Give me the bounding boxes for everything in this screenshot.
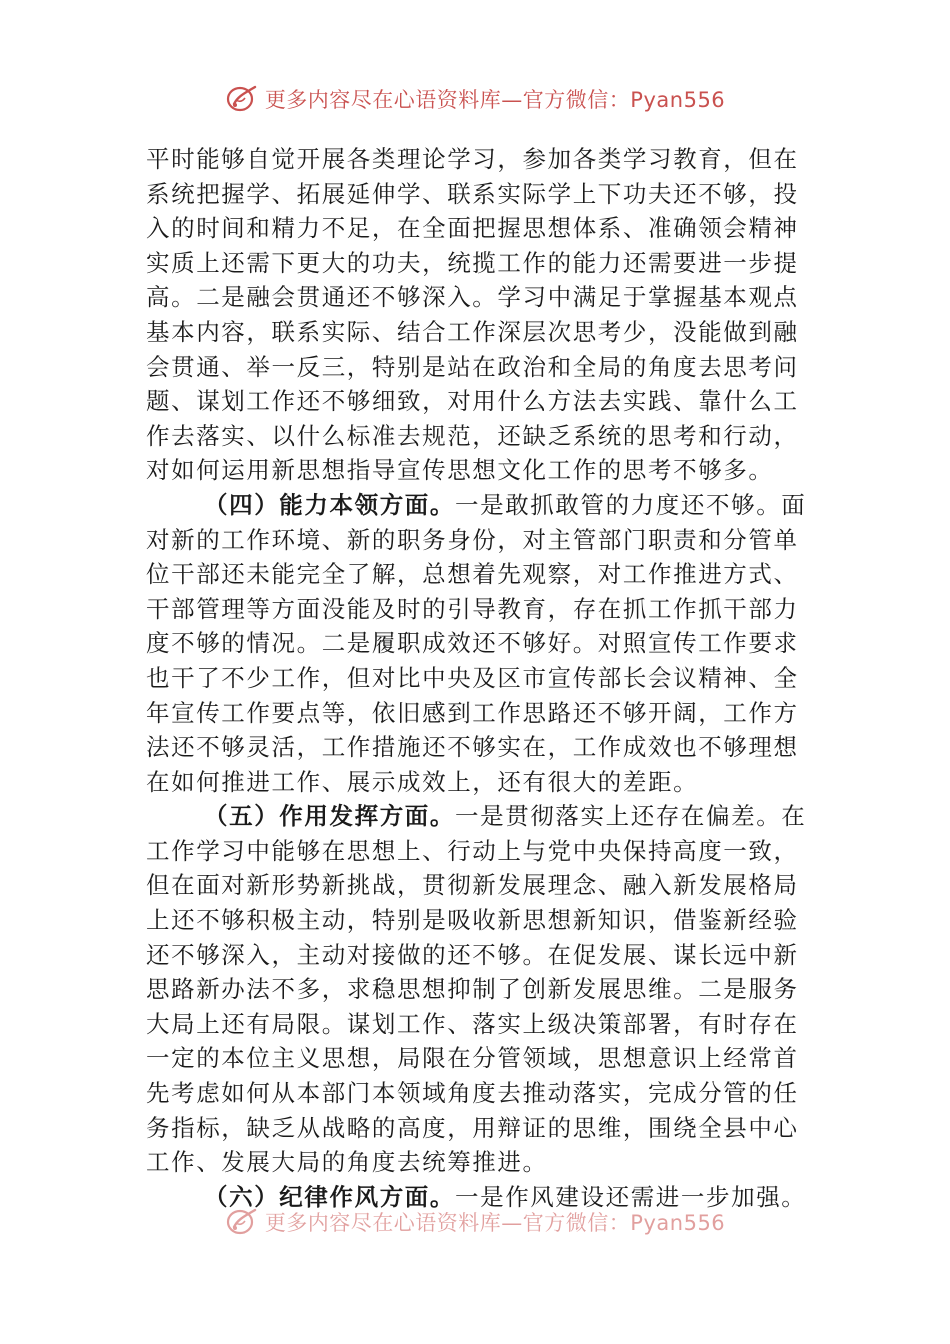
line-text: 对如何运用新思想指导宣传思想文化工作的思考不够多。 — [146, 456, 774, 485]
text-line — [146, 453, 809, 488]
section-heading: （五）作用发挥方面。 — [204, 802, 455, 831]
line-text: 系统把握学、拓展延伸学、联系实际学上下功夫还不够，投 — [146, 179, 799, 208]
text-line — [146, 246, 809, 281]
line-text: 入的时间和精力不足，在全面把握思想体系、准确领会精神 — [146, 214, 799, 243]
section-heading: （六）纪律作风方面。 — [204, 1182, 455, 1211]
line-text: 思路新办法不多，求稳思想抑制了创新发展思维。二是服务 — [146, 975, 799, 1004]
line-text: 工作、发展大局的角度去统筹推进。 — [146, 1148, 548, 1177]
text-line — [146, 488, 809, 523]
line-text: 也干了不少工作，但对比中央及区市宣传部长会议精神、全 — [146, 663, 799, 692]
line-text: 基本内容，联系实际、结合工作深层次思考少，没能做到融 — [146, 317, 799, 346]
text-line — [146, 903, 809, 938]
line-text: 作去落实、以什么标准去规范，还缺乏系统的思考和行动， — [146, 421, 799, 450]
section-heading: （四）能力本领方面。 — [204, 490, 455, 519]
text-line — [146, 592, 809, 627]
header-watermark — [0, 84, 950, 114]
line-text: 先考虑如何从本部门本领域角度去推动落实，完成分管的任 — [146, 1079, 799, 1108]
line-text: 还不够深入，主动对接做的还不够。在促发展、谋长远中新 — [146, 940, 799, 969]
text-line — [146, 696, 809, 731]
line-text: 高。二是融会贯通还不够深入。学习中满足于掌握基本观点 — [146, 283, 799, 312]
text-line — [146, 1007, 809, 1042]
line-text: 在如何推进工作、展示成效上，还有很大的差距。 — [146, 767, 699, 796]
text-line — [146, 211, 809, 246]
line-text: 但在面对新形势新挑战，贯彻新发展理念、融入新发展格局 — [146, 871, 799, 900]
line-text: 实质上还需下更大的功夫，统揽工作的能力还需要进一步提 — [146, 248, 799, 277]
line-text: 题、谋划工作还不够细致，对用什么方法去实践、靠什么工 — [146, 387, 799, 416]
line-text: 务指标，缺乏从战略的高度，用辩证的思维，围绕全县中心 — [146, 1113, 799, 1142]
pen-logo-icon — [225, 1207, 259, 1237]
text-line — [146, 1041, 809, 1076]
line-text: 一是作风建设还需进一步加强。 — [455, 1182, 807, 1211]
text-line — [146, 557, 809, 592]
line-text: 年宣传工作要点等，依旧感到工作思路还不够开阔，工作方 — [146, 698, 799, 727]
text-line — [146, 1076, 809, 1111]
text-line — [146, 523, 809, 558]
line-text: 度不够的情况。二是履职成效还不够好。对照宣传工作要求 — [146, 629, 799, 658]
text-line — [146, 834, 809, 869]
line-text: 一定的本位主义思想，局限在分管领域，思想意识上经常首 — [146, 1044, 799, 1073]
line-text: 法还不够灵活，工作措施还不够实在，工作成效也不够理想 — [146, 733, 799, 762]
line-text: 上还不够积极主动，特别是吸收新思想新知识，借鉴新经验 — [146, 906, 799, 935]
text-line — [146, 730, 809, 765]
text-line — [146, 765, 809, 800]
line-text: 对新的工作环境、新的职务身份，对主管部门职责和分管单 — [146, 525, 799, 554]
text-line — [146, 938, 809, 973]
text-line — [146, 1145, 809, 1180]
text-line — [146, 177, 809, 212]
text-line — [146, 315, 809, 350]
text-line — [146, 142, 809, 177]
text-line — [146, 280, 809, 315]
footer-watermark — [0, 1207, 950, 1237]
text-line — [146, 350, 809, 385]
document-body — [146, 142, 809, 1214]
pen-logo-icon — [225, 84, 259, 114]
watermark-text: 更多内容尽在心语资料库—官方微信：Pyan556 — [264, 1211, 726, 1235]
line-text: 一是贯彻落实上还存在偏差。在 — [455, 802, 807, 831]
line-text: 会贯通、举一反三，特别是站在政治和全局的角度去思考问 — [146, 352, 799, 381]
text-line — [146, 419, 809, 454]
watermark-text: 更多内容尽在心语资料库—官方微信：Pyan556 — [264, 88, 726, 112]
text-line — [146, 661, 809, 696]
line-text: 干部管理等方面没能及时的引导教育，存在抓工作抓干部力 — [146, 594, 799, 623]
text-line — [146, 799, 809, 834]
line-text: 位干部还未能完全了解，总想着先观察，对工作推进方式、 — [146, 560, 799, 589]
text-line — [146, 384, 809, 419]
text-line — [146, 972, 809, 1007]
line-text: 一是敢抓敢管的力度还不够。面 — [455, 490, 807, 519]
line-text: 工作学习中能够在思想上、行动上与党中央保持高度一致， — [146, 836, 799, 865]
text-line — [146, 626, 809, 661]
line-text: 大局上还有局限。谋划工作、落实上级决策部署，有时存在 — [146, 1009, 799, 1038]
text-line — [146, 868, 809, 903]
text-line — [146, 1111, 809, 1146]
line-text: 平时能够自觉开展各类理论学习，参加各类学习教育，但在 — [146, 145, 799, 173]
